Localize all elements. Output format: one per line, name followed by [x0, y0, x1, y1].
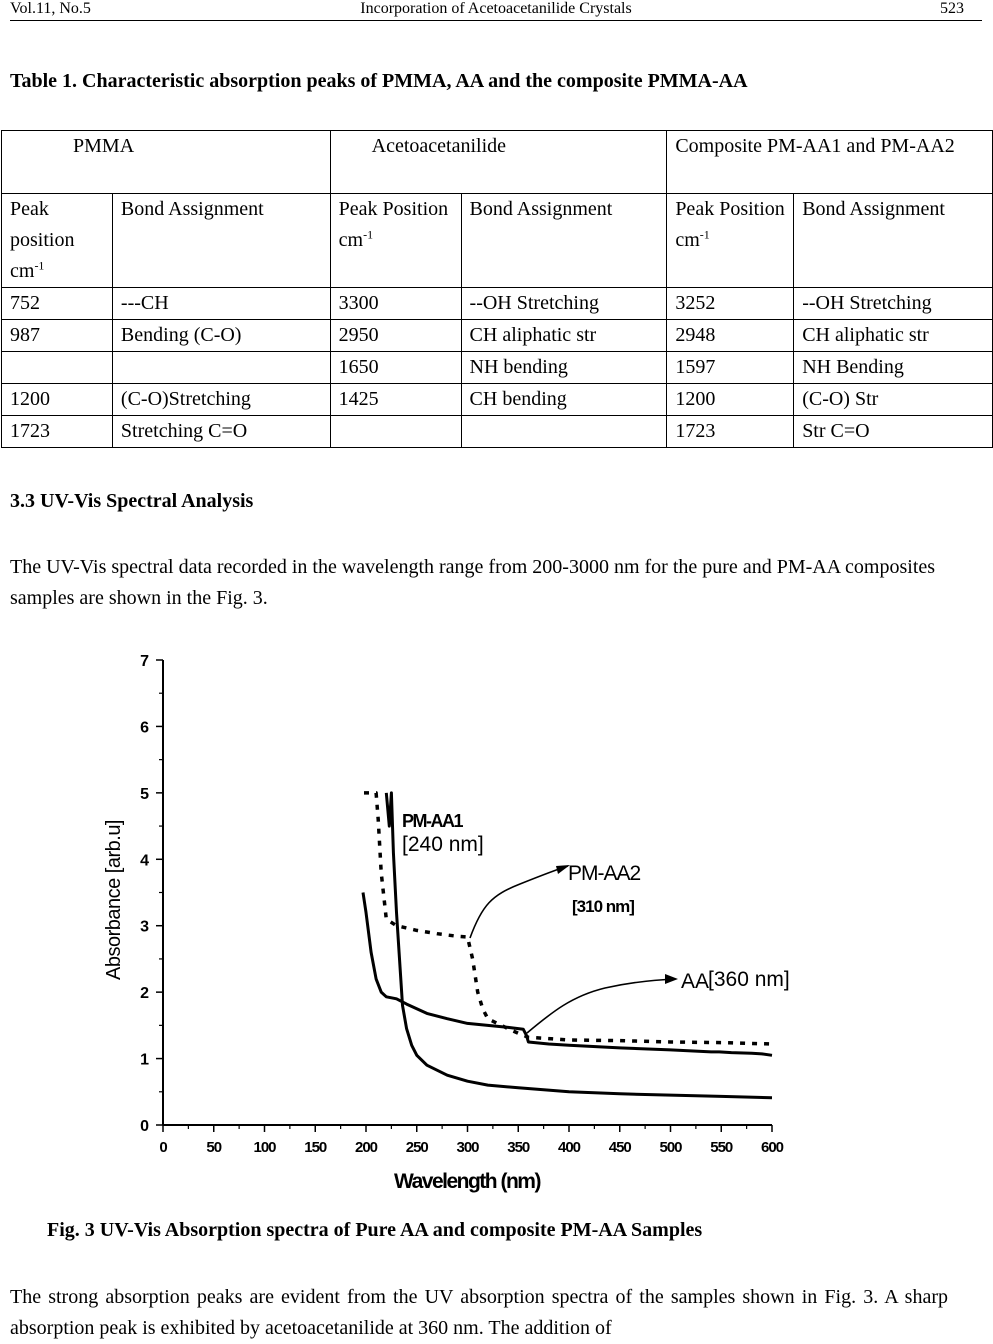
x-tick-label: 500: [659, 1139, 682, 1156]
table-cell: CH aliphatic str: [461, 320, 667, 352]
table-cell: 1425: [330, 384, 461, 416]
y-tick-label: 3: [140, 918, 149, 936]
group-acetoacetanilide: Acetoacetanilide: [330, 131, 667, 194]
annotation-pmaa1-wavelength: [240 nm]: [402, 833, 484, 856]
x-tick-label: 400: [557, 1139, 581, 1156]
table-cell: NH bending: [461, 352, 667, 384]
table-cell: 3300: [330, 288, 461, 320]
absorption-peaks-table: [1, 130, 993, 448]
y-tick-label: 5: [140, 785, 149, 803]
x-tick-label: 250: [405, 1139, 428, 1156]
x-tick-label: 550: [710, 1139, 733, 1156]
table-cell: Bending (C-O): [112, 320, 330, 352]
body-paragraph: The strong absorption peaks are evident from the UV absorption spectra of the samples shown in Fig. 3. A sharp absorption peak is exhibited by acetoacetanilide at 360 nm. The addition of: [10, 1286, 948, 1339]
table-cell: [112, 352, 330, 384]
table-cell: Stretching C=O: [112, 416, 330, 448]
annotation-aa-label: AA: [681, 970, 710, 993]
table-cell: 3252: [667, 288, 794, 320]
y-tick-label: 1: [140, 1051, 149, 1069]
running-title: Incorporation of Acetoacetanilide Crystals: [360, 0, 632, 17]
y-tick-label: 7: [140, 653, 149, 670]
section-heading: 3.3 UV-Vis Spectral Analysis: [10, 490, 254, 512]
x-tick-label: 0: [159, 1139, 167, 1156]
x-tick-label: 50: [206, 1139, 222, 1156]
table-row: [2, 288, 993, 320]
table-cell: (C-O) Str: [794, 384, 993, 416]
x-tick-label: 100: [253, 1139, 276, 1156]
x-tick-label: 450: [608, 1139, 631, 1156]
group-pmma: PMMA: [2, 131, 331, 194]
table-cell: --OH Stretching: [461, 288, 667, 320]
table-cell: Str C=O: [794, 416, 993, 448]
annotation-arrow-aa: [527, 979, 675, 1033]
subheader-bond: Bond Assignment: [794, 194, 993, 288]
table-cell: [2, 352, 113, 384]
table-row: [2, 416, 993, 448]
subheader-bond: Bond Assignment: [112, 194, 330, 288]
annotation-arrow-pmaa2: [470, 866, 568, 938]
figure-caption: Fig. 3 UV-Vis Absorption spectra of Pure AA and composite PM-AA Samples: [47, 1219, 703, 1241]
table-group-header-row: [2, 131, 993, 194]
group-composite: Composite PM-AA1 and PM-AA2: [667, 131, 993, 194]
x-axis-title: Wavelength (nm): [394, 1170, 540, 1193]
subheader-bond: Bond Assignment: [461, 194, 667, 288]
annotation-pmaa2-wavelength: [310 nm]: [572, 897, 634, 916]
running-header: [10, 0, 982, 21]
table-cell: CH aliphatic str: [794, 320, 993, 352]
table-cell: 1200: [2, 384, 113, 416]
table-cell: 2948: [667, 320, 794, 352]
x-tick-label: 300: [456, 1139, 479, 1156]
table-cell: 1650: [330, 352, 461, 384]
table-subheader-row: [2, 194, 993, 288]
annotation-pmaa2-label: PM-AA2: [568, 862, 641, 885]
table-cell: CH bending: [461, 384, 667, 416]
x-tick-label: 200: [354, 1139, 378, 1156]
table-cell: [330, 416, 461, 448]
table-row: [2, 320, 993, 352]
subheader-peak-position: Peak position $cm^{-1}$: [2, 194, 113, 288]
y-tick-label: 2: [140, 985, 149, 1003]
annotation-aa-wavelength: [360 nm]: [708, 968, 790, 991]
subheader-peak-position: Peak Position $cm^{-1}$: [330, 194, 461, 288]
annotation-arrowhead-aa: [665, 974, 678, 984]
table-cell: 752: [2, 288, 113, 320]
annotation-pmaa1-label: PM-AA1: [402, 811, 463, 831]
table-cell: 1200: [667, 384, 794, 416]
table-cell: NH Bending: [794, 352, 993, 384]
table-row: [2, 384, 993, 416]
table-cell: 987: [2, 320, 113, 352]
x-tick-label: 150: [304, 1139, 327, 1156]
table-cell: (C-O)Stretching: [112, 384, 330, 416]
x-tick-label: 350: [507, 1139, 530, 1156]
section-paragraph: The UV-Vis spectral data recorded in the wavelength range from 200-3000 nm for the pure and PM-AA composites samples are shown in the Fig. 3.: [10, 556, 936, 609]
table-title: Table 1. Characteristic absorption peaks of PMMA, AA and the composite PMMA-AA: [10, 70, 748, 92]
table-cell: 1723: [2, 416, 113, 448]
x-tick-label: 600: [760, 1139, 784, 1156]
y-tick-label: 6: [140, 719, 149, 737]
table-cell: 1597: [667, 352, 794, 384]
uv-vis-absorption-chart: [90, 640, 810, 1200]
table-row: [2, 352, 993, 384]
table-cell: [461, 416, 667, 448]
y-tick-label: 0: [140, 1118, 149, 1135]
page-number: 523: [940, 0, 964, 17]
table-cell: 2950: [330, 320, 461, 352]
y-tick-label: 4: [140, 852, 149, 870]
plot-layer: [140, 653, 784, 1156]
table-cell: 1723: [667, 416, 794, 448]
table-cell: ---CH: [112, 288, 330, 320]
volume-label: Vol.11, No.5: [10, 0, 91, 17]
table-cell: --OH Stretching: [794, 288, 993, 320]
subheader-peak-position: Peak Position $cm^{-1}$: [667, 194, 794, 288]
y-axis-title: Absorbance [arb.u]: [103, 820, 125, 980]
